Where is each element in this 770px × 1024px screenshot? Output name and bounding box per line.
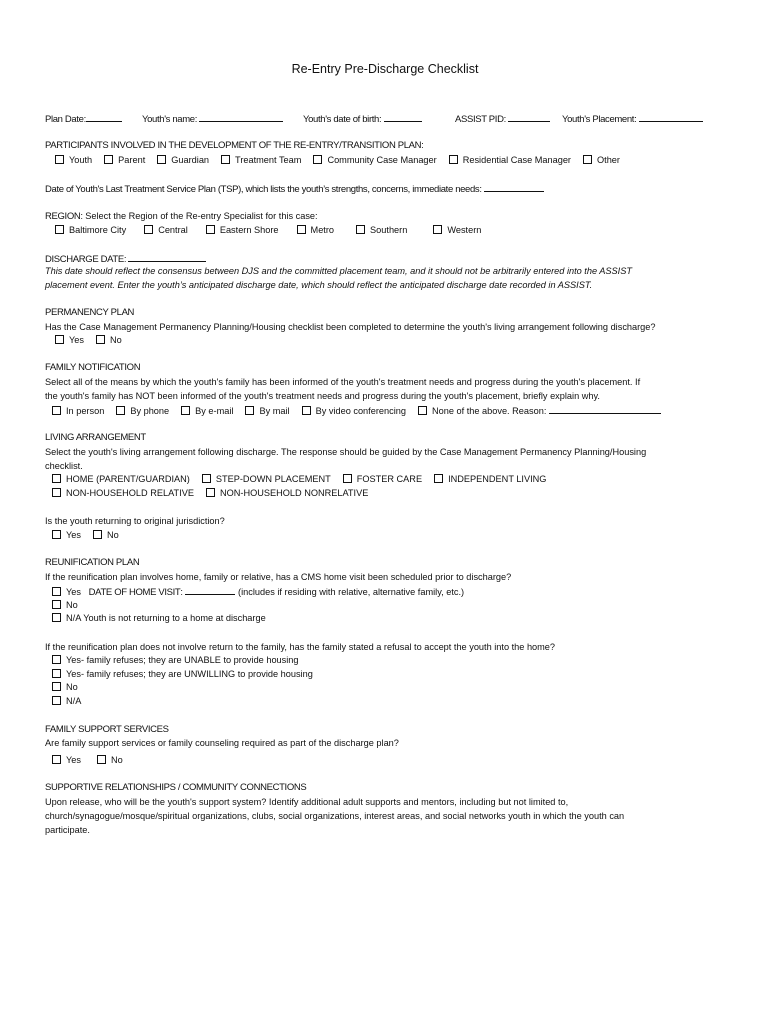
participant-parent-checkbox[interactable] bbox=[104, 155, 113, 164]
notif-in-person-checkbox[interactable] bbox=[52, 406, 61, 415]
refusal-no-checkbox[interactable] bbox=[52, 682, 61, 691]
living-foster-checkbox[interactable] bbox=[343, 474, 352, 483]
participant-guardian-checkbox[interactable] bbox=[157, 155, 166, 164]
reunification-question1: If the reunification plan involves home, family or relative, has a CMS home visit been scheduled prior to discharge? bbox=[45, 572, 512, 582]
permanency-heading: PERMANENCY PLAN bbox=[45, 307, 135, 318]
refusal-na-row[interactable]: N/A bbox=[52, 695, 81, 707]
notif-video-option[interactable]: By video conferencing bbox=[302, 406, 406, 416]
family-support-no-checkbox[interactable] bbox=[97, 755, 106, 764]
home-visit-label: DATE OF HOME VISIT bbox=[88, 587, 181, 598]
discharge-note-line2: placement event. Enter the youth’s anticipated discharge date, which should reflect the anticipated discharge date recorded in ASSIST. bbox=[45, 280, 593, 290]
reunification-yes-row[interactable]: Yes DATE OF HOME VISIT: (includes if residing with relative, alternative family, etc.) bbox=[52, 585, 464, 599]
living-stepdown-checkbox[interactable] bbox=[202, 474, 211, 483]
family-support-question: Are family support services or family counseling required as part of the discharge plan? bbox=[45, 738, 399, 748]
youth-dob-field[interactable] bbox=[303, 112, 422, 125]
reunification-na-checkbox[interactable] bbox=[52, 613, 61, 622]
region-instruction: REGION: Select the Region of the Re-entry Specialist for this case: bbox=[45, 211, 318, 222]
plan-date-label: Plan Date: bbox=[45, 114, 86, 125]
region-options bbox=[55, 224, 493, 236]
living-nonhousehold-relative-option[interactable]: NON-HOUSEHOLD RELATIVE bbox=[52, 488, 194, 498]
notif-mail-checkbox[interactable] bbox=[245, 406, 254, 415]
region-western-checkbox[interactable] bbox=[433, 225, 442, 234]
permanency-yes-checkbox[interactable] bbox=[55, 335, 64, 344]
participant-other-checkbox[interactable] bbox=[583, 155, 592, 164]
region-central-checkbox[interactable] bbox=[144, 225, 153, 234]
notif-video-checkbox[interactable] bbox=[302, 406, 311, 415]
reunification-na-row[interactable]: N/A Youth is not returning to a home at discharge bbox=[52, 612, 266, 624]
reunification-yes-checkbox[interactable] bbox=[52, 587, 61, 596]
reunification-no-checkbox[interactable] bbox=[52, 600, 61, 609]
refusal-no-row[interactable]: No bbox=[52, 681, 78, 693]
notif-in-person-option[interactable]: In person bbox=[52, 406, 104, 416]
participant-community-cm-checkbox[interactable] bbox=[313, 155, 322, 164]
assist-pid-label: ASSIST PID: bbox=[455, 114, 506, 125]
living-independent-option[interactable]: INDEPENDENT LIVING bbox=[434, 474, 546, 484]
participant-youth-option[interactable]: Youth bbox=[55, 155, 92, 165]
participant-youth-checkbox[interactable] bbox=[55, 155, 64, 164]
living-nonhousehold-relative-checkbox[interactable] bbox=[52, 488, 61, 497]
family-support-yes-checkbox[interactable] bbox=[52, 755, 61, 764]
region-heading: REGION: bbox=[45, 211, 83, 222]
participant-residential-cm-checkbox[interactable] bbox=[449, 155, 458, 164]
living-foster-option[interactable]: FOSTER CARE bbox=[343, 474, 422, 484]
participant-other-option[interactable]: Other bbox=[583, 155, 620, 165]
participants-heading: PARTICIPANTS INVOLVED IN THE DEVELOPMENT OF THE RE-ENTRY/TRANSITION PLAN: bbox=[45, 140, 424, 151]
tsp-field[interactable] bbox=[45, 182, 544, 196]
region-western-option[interactable]: Western bbox=[433, 225, 481, 235]
living-nonhousehold-nonrelative-checkbox[interactable] bbox=[206, 488, 215, 497]
assist-pid-field[interactable] bbox=[455, 112, 550, 125]
refusal-unable-row[interactable]: Yes- family refuses; they are UNABLE to provide housing bbox=[52, 654, 299, 666]
participant-residential-cm-option[interactable]: Residential Case Manager bbox=[449, 155, 571, 165]
youth-name-field[interactable] bbox=[142, 112, 283, 125]
family-support-yes-option[interactable]: Yes bbox=[52, 755, 81, 765]
family-support-options bbox=[52, 754, 135, 766]
living-nonhousehold-nonrelative-option[interactable]: NON-HOUSEHOLD NONRELATIVE bbox=[206, 488, 368, 498]
living-stepdown-option[interactable]: STEP-DOWN PLACEMENT bbox=[202, 474, 331, 484]
region-metro-checkbox[interactable] bbox=[297, 225, 306, 234]
refusal-unwilling-checkbox[interactable] bbox=[52, 669, 61, 678]
region-eastern-shore-checkbox[interactable] bbox=[206, 225, 215, 234]
home-visit-blank[interactable] bbox=[185, 585, 235, 595]
jurisdiction-question: Is the youth returning to original jurisdiction? bbox=[45, 516, 225, 526]
discharge-date-field[interactable] bbox=[45, 252, 206, 266]
family-notification-text1: Select all of the means by which the youth's family has been informed of the youth's treatment needs and progress during the youth's placement. If bbox=[45, 377, 641, 387]
refusal-unable-checkbox[interactable] bbox=[52, 655, 61, 664]
jurisdiction-options bbox=[52, 529, 131, 541]
participant-guardian-option[interactable]: Guardian bbox=[157, 155, 209, 165]
reunification-no-row[interactable]: No bbox=[52, 599, 78, 611]
permanency-question: Has the Case Management Permanency Planning/Housing checklist been completed to determine the youth's living arrangement following discharge? bbox=[45, 322, 656, 332]
permanency-options bbox=[55, 334, 134, 346]
notif-none-option[interactable]: None of the above. Reason: bbox=[418, 406, 661, 416]
participant-community-cm-option[interactable]: Community Case Manager bbox=[313, 155, 436, 165]
youth-dob-label: Youth's date of birth: bbox=[303, 114, 382, 125]
region-eastern-shore-option[interactable]: Eastern Shore bbox=[206, 225, 279, 235]
region-southern-checkbox[interactable] bbox=[356, 225, 365, 234]
notif-email-checkbox[interactable] bbox=[181, 406, 190, 415]
notif-phone-checkbox[interactable] bbox=[116, 406, 125, 415]
notif-email-option[interactable]: By e-mail bbox=[181, 406, 233, 416]
page-title: Re-Entry Pre-Discharge Checklist bbox=[291, 62, 479, 76]
plan-date-field[interactable] bbox=[45, 112, 122, 125]
family-support-heading: FAMILY SUPPORT SERVICES bbox=[45, 724, 169, 735]
reunification-heading: REUNIFICATION PLAN bbox=[45, 557, 140, 568]
notif-mail-option[interactable]: By mail bbox=[245, 406, 289, 416]
youth-placement-field[interactable] bbox=[562, 112, 703, 125]
region-southern-option[interactable]: Southern bbox=[356, 225, 407, 235]
participants-options bbox=[55, 154, 632, 166]
family-notification-heading: FAMILY NOTIFICATION bbox=[45, 362, 141, 373]
living-arrangement-text2: checklist. bbox=[45, 461, 83, 471]
notif-none-checkbox[interactable] bbox=[418, 406, 427, 415]
supportive-text3: participate. bbox=[45, 825, 90, 835]
region-central-option[interactable]: Central bbox=[144, 225, 188, 235]
participant-parent-option[interactable]: Parent bbox=[104, 155, 145, 165]
supportive-text1: Upon release, who will be the youth's support system? Identify additional adult supports and mentors, including but not limited to, bbox=[45, 797, 569, 807]
permanency-no-option[interactable]: No bbox=[96, 335, 122, 345]
region-metro-option[interactable]: Metro bbox=[297, 225, 335, 235]
living-home-option[interactable]: HOME (PARENT/GUARDIAN) bbox=[52, 474, 190, 484]
living-independent-checkbox[interactable] bbox=[434, 474, 443, 483]
discharge-date-heading: DISCHARGE DATE: bbox=[45, 254, 127, 265]
notif-reason-blank[interactable] bbox=[549, 404, 661, 414]
living-options-row1 bbox=[52, 473, 558, 485]
supportive-heading: SUPPORTIVE RELATIONSHIPS / COMMUNITY CONNECTIONS bbox=[45, 782, 307, 793]
region-baltimore-option[interactable]: Baltimore City bbox=[55, 225, 126, 235]
notif-phone-option[interactable]: By phone bbox=[116, 406, 169, 416]
living-home-checkbox[interactable] bbox=[52, 474, 61, 483]
reunification-question2: If the reunification plan does not involve return to the family, has the family stated a refusal to accept the youth into the home? bbox=[45, 642, 556, 652]
living-options-row2 bbox=[52, 487, 380, 499]
participant-treatment-team-checkbox[interactable] bbox=[221, 155, 230, 164]
permanency-no-checkbox[interactable] bbox=[96, 335, 105, 344]
living-arrangement-heading: LIVING ARRANGEMENT bbox=[45, 432, 146, 443]
refusal-na-checkbox[interactable] bbox=[52, 696, 61, 705]
living-arrangement-text1: Select the youth's living arrangement following discharge. The response should be guided by the Case Management Permanency Planning/Housing bbox=[45, 447, 647, 457]
youth-placement-label: Youth's Placement: bbox=[562, 114, 637, 125]
youth-name-label: Youth's name: bbox=[142, 114, 198, 125]
region-baltimore-checkbox[interactable] bbox=[55, 225, 64, 234]
jurisdiction-yes-checkbox[interactable] bbox=[52, 530, 61, 539]
supportive-text2: church/synagogue/mosque/spiritual organizations, clubs, social organizations, interest areas, and social networks youth in which the youth can bbox=[45, 811, 625, 821]
jurisdiction-no-checkbox[interactable] bbox=[93, 530, 102, 539]
tsp-label: Date of Youth's Last Treatment Service Plan (TSP), which lists the youth’s strengths, concerns, immediate needs: bbox=[45, 184, 482, 195]
family-notification-text2: the youth's family has NOT been informed of the youth's treatment needs and progress during the youth's placement, briefly explain why. bbox=[45, 391, 600, 401]
participant-treatment-team-option[interactable]: Treatment Team bbox=[221, 155, 301, 165]
jurisdiction-no-option[interactable]: No bbox=[93, 530, 119, 540]
discharge-note-line1: This date should reflect the consensus between DJS and the committed placement team, and it should not be arbitrarily entered into the ASSIST bbox=[45, 266, 632, 276]
family-support-no-option[interactable]: No bbox=[97, 755, 123, 765]
jurisdiction-yes-option[interactable]: Yes bbox=[52, 530, 81, 540]
refusal-unwilling-row[interactable]: Yes- family refuses; they are UNWILLING to provide housing bbox=[52, 668, 313, 680]
permanency-yes-option[interactable]: Yes bbox=[55, 335, 84, 345]
family-notification-options bbox=[52, 404, 673, 417]
